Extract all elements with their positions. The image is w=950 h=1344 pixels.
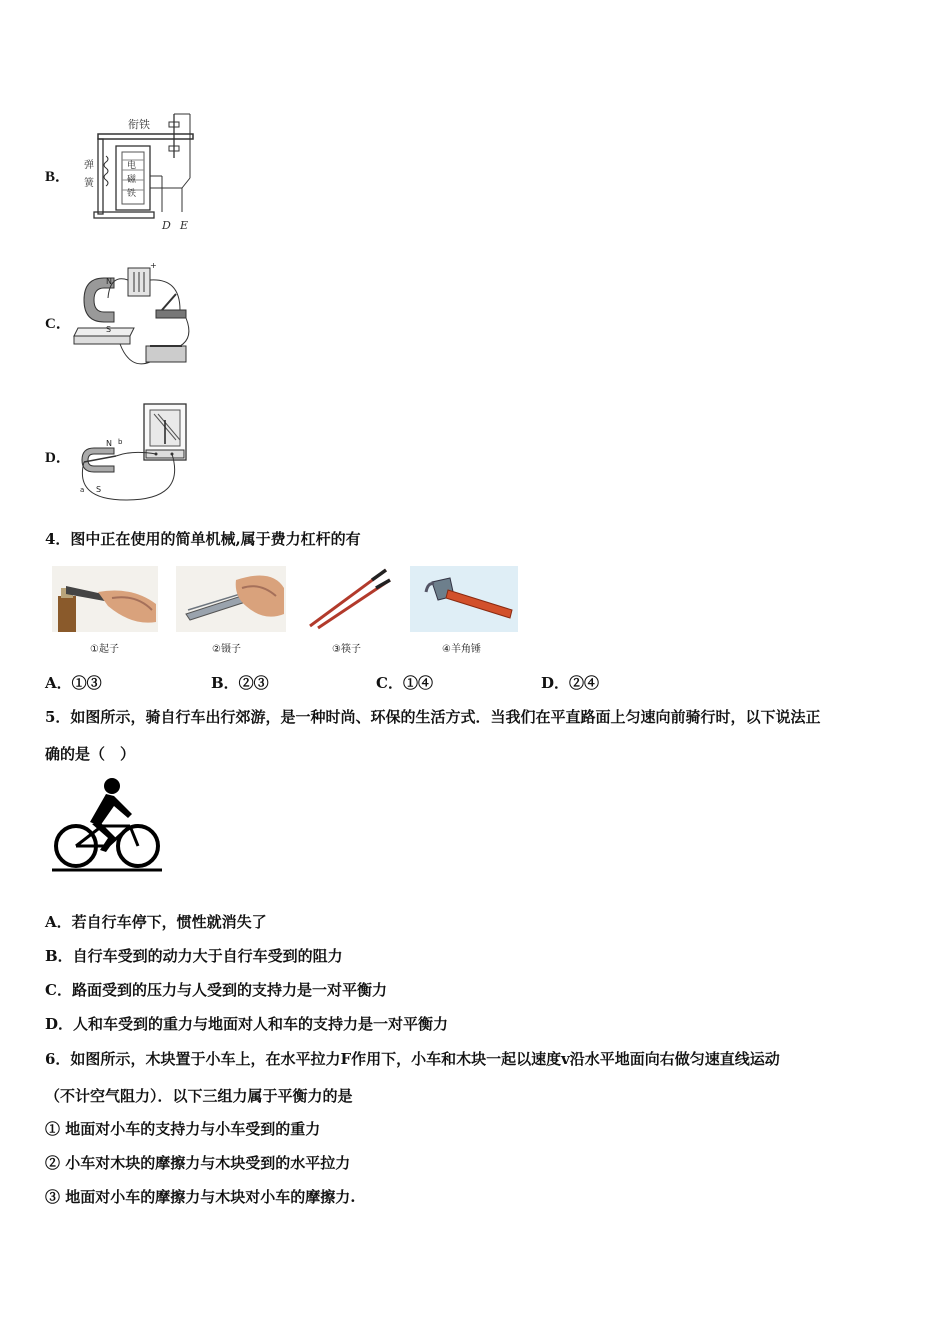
q5-option-a: A．若自行车停下，惯性就消失了: [45, 913, 267, 931]
q5-stem-line2: 确的是（ ）: [45, 745, 136, 763]
armature-label: 衔铁: [128, 118, 150, 131]
q5-option-c: C．路面受到的压力与人受到的支持力是一对平衡力: [45, 981, 387, 999]
pole-s: S: [106, 325, 112, 334]
option-b-label: B．: [45, 169, 71, 185]
q6-stem-line1: 6．如图所示，木块置于小车上，在水平拉力F作用下，小车和木块一起以速度v沿水平地面向右做匀速直线运动: [45, 1050, 780, 1068]
cyclist-figure: [50, 776, 162, 874]
q4-stem: 4．图中正在使用的简单机械,属于费力杠杆的有: [45, 530, 361, 548]
spring-label-1: 弹: [84, 160, 94, 171]
pole-s-d: S: [96, 485, 102, 494]
q4-option-c: C．①④: [376, 674, 433, 692]
q6-item-3: ③ 地面对小车的摩擦力与木块对小车的摩擦力.: [45, 1188, 356, 1206]
caption-2: ②镊子: [212, 644, 241, 655]
terminal-d: D: [162, 219, 171, 232]
pole-n: N: [106, 277, 112, 286]
electromagnet-char-3: 铁: [127, 189, 137, 199]
q5-option-b: B．自行车受到的动力大于自行车受到的阻力: [45, 947, 343, 965]
pole-n-d: N: [106, 439, 112, 448]
chopsticks-photo: [302, 566, 394, 632]
q5-option-d: D．人和车受到的重力与地面对人和车的支持力是一对平衡力: [45, 1015, 449, 1033]
electromagnet-char-2: 磁: [127, 175, 137, 185]
q4-option-a: A．①③: [45, 674, 102, 692]
caption-1: ①起子: [90, 644, 119, 655]
point-b: b: [118, 438, 123, 446]
caption-4: ④羊角锤: [442, 644, 481, 655]
q6-stem-line2: （不计空气阻力）．以下三组力属于平衡力的是: [45, 1087, 353, 1105]
opener-photo: [52, 566, 158, 632]
q5-stem-line1: 5．如图所示，骑自行车出行郊游，是一种时尚、环保的生活方式．当我们在平直路面上匀速向前骑行时，以下说法正: [45, 708, 821, 726]
spring-label-2: 簧: [84, 178, 94, 189]
hammer-photo: [410, 566, 518, 632]
caption-3: ③筷子: [332, 644, 361, 655]
option-c-label: C．: [45, 316, 71, 332]
q6-item-1: ① 地面对小车的支持力与小车受到的重力: [45, 1120, 321, 1138]
galvanometer-figure: [76, 400, 196, 504]
tweezers-photo: [176, 566, 286, 632]
option-d-label: D．: [45, 450, 71, 466]
point-a: a: [80, 486, 85, 494]
q6-item-2: ② 小车对木块的摩擦力与木块受到的水平拉力: [45, 1154, 351, 1172]
q4-option-b: B．②③: [211, 674, 269, 692]
q4-option-d: D．②④: [541, 674, 600, 692]
terminal-e: E: [180, 219, 189, 232]
plus-sign: +: [150, 261, 157, 270]
generator-circuit-figure: [70, 258, 195, 376]
electromagnet-char-1: 电: [127, 161, 137, 171]
relay-figure: [80, 108, 205, 236]
